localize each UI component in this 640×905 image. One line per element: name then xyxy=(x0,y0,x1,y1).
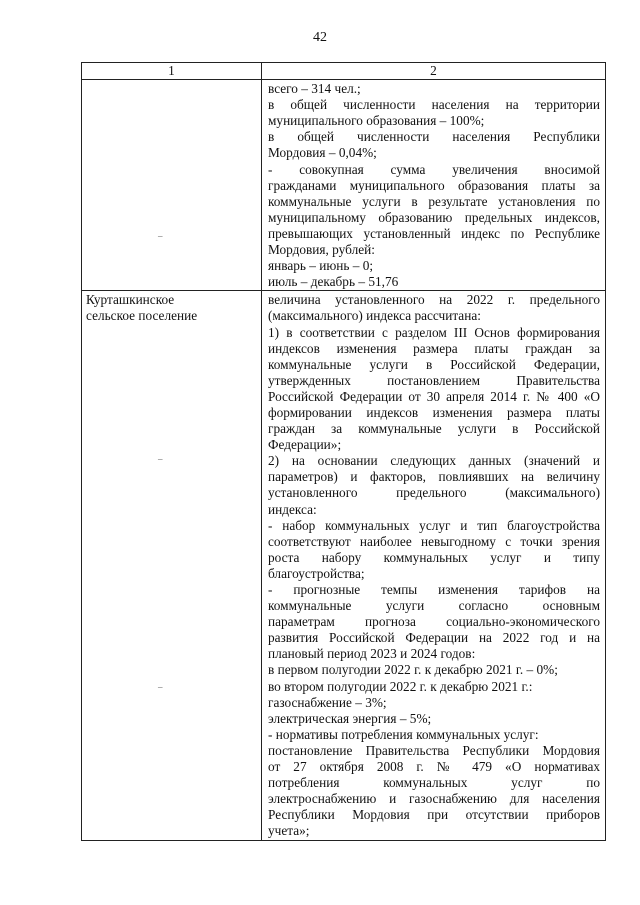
text-line: 1) в соответствии с разделом III Основ формирования xyxy=(268,324,600,340)
text-line: индекса: xyxy=(268,501,317,517)
text-line: параметров) и факторов, повлиявших на величину xyxy=(268,469,600,485)
text-line: гражданами муниципального образования платы за xyxy=(268,177,600,193)
text-line: - прогнозные темпы изменения тарифов на xyxy=(268,582,600,597)
text-line: муниципальному образованию предельных индексов, xyxy=(268,209,600,225)
text-line: потребления коммунальных услуг по xyxy=(268,775,600,791)
text-line: благоустройства; xyxy=(268,565,365,581)
text-line: установленного предельного (максимального) xyxy=(268,485,600,501)
text-line: формировании индексов изменения размера платы xyxy=(268,404,600,420)
margin-mark: – xyxy=(158,682,163,693)
text-line: муниципального образования – 100%; xyxy=(268,113,485,129)
margin-mark: – xyxy=(158,454,163,465)
column-header-2: 2 xyxy=(262,63,606,80)
text-line: учета»; xyxy=(268,823,310,839)
text-line: развития Российской Федерации на 2022 год и на xyxy=(268,630,600,646)
municipality-name-continued: сельское поселение xyxy=(86,308,198,324)
description-cell xyxy=(262,80,606,291)
text-line: Федерации»; xyxy=(268,437,342,453)
text-line: 2) на основании следующих данных (значений и xyxy=(268,453,600,469)
description-text xyxy=(268,81,600,290)
text-line: июль – декабрь – 51,76 xyxy=(268,274,399,290)
margin-mark: – xyxy=(158,231,163,242)
text-line: электроснабжению и газоснабжению для населения xyxy=(268,791,600,807)
text-line: граждан за коммунальные услуги в Российской xyxy=(268,421,600,437)
text-line: газоснабжение – 3%; xyxy=(268,694,387,710)
text-line: - совокупная сумма увеличения вносимой xyxy=(268,161,600,177)
text-line: от 27 октября 2008 г. № 479 «О нормативах xyxy=(268,759,600,775)
text-line: соответствуют наиболее невыгодному с точки зрения xyxy=(268,533,600,549)
text-line: постановление Правительства Республики Мордовия xyxy=(268,742,600,758)
text-line: индексов изменения размера платы граждан за xyxy=(268,340,600,356)
text-line: январь – июнь – 0; xyxy=(268,258,374,274)
text-line: роста набору коммунальных услуг и типу xyxy=(268,549,600,565)
text-line: коммунальные услуги в Российской Федерации, xyxy=(268,356,600,372)
municipality-cell xyxy=(82,291,262,840)
text-line: электрическая энергия – 5%; xyxy=(268,710,432,726)
table-header-row xyxy=(82,63,606,80)
text-line: - набор коммунальных услуг и тип благоустройства xyxy=(268,517,600,533)
text-line: - нормативы потребления коммунальных услуг: xyxy=(268,726,539,742)
text-line: Республики Мордовия при отсутствии приборов xyxy=(268,807,600,823)
text-line: в общей численности населения Республики xyxy=(268,129,600,145)
column-header-1: 1 xyxy=(82,63,262,80)
text-line: во втором полугодии 2022 г. к декабрю 2021 г.: xyxy=(268,678,533,694)
text-line: Российской Федерации от 30 апреля 2014 г. № 400 «О xyxy=(268,388,600,404)
municipality-name: Курташкинское xyxy=(86,292,175,308)
table-row xyxy=(82,291,606,840)
text-line: коммунальные услуги в результате установления по xyxy=(268,193,600,209)
text-line: всего – 314 чел.; xyxy=(268,81,361,97)
text-line: Мордовия – 0,04%; xyxy=(268,145,377,161)
text-line: параметрам прогноза социально-экономического xyxy=(268,614,600,630)
table-row xyxy=(82,80,606,291)
text-line: превышающих установленный индекс по Республике xyxy=(268,225,600,241)
page-number: 42 xyxy=(313,30,327,45)
text-line: коммунальные услуги согласно основным xyxy=(268,598,600,614)
description-text xyxy=(268,292,600,839)
text-line: в общей численности населения на территории xyxy=(268,97,600,113)
text-line: утвержденных постановлением Правительства xyxy=(268,372,600,388)
document-table xyxy=(81,62,606,841)
municipality-cell xyxy=(82,80,262,291)
text-line: величина установленного на 2022 г. предельного xyxy=(268,292,600,308)
text-line: плановый период 2023 и 2024 годов: xyxy=(268,646,476,662)
text-line: Мордовия, рублей: xyxy=(268,242,375,258)
text-line: в первом полугодии 2022 г. к декабрю 2021 г. – 0%; xyxy=(268,662,558,678)
text-line: (максимального) индекса рассчитана: xyxy=(268,308,481,324)
description-cell xyxy=(262,291,606,840)
